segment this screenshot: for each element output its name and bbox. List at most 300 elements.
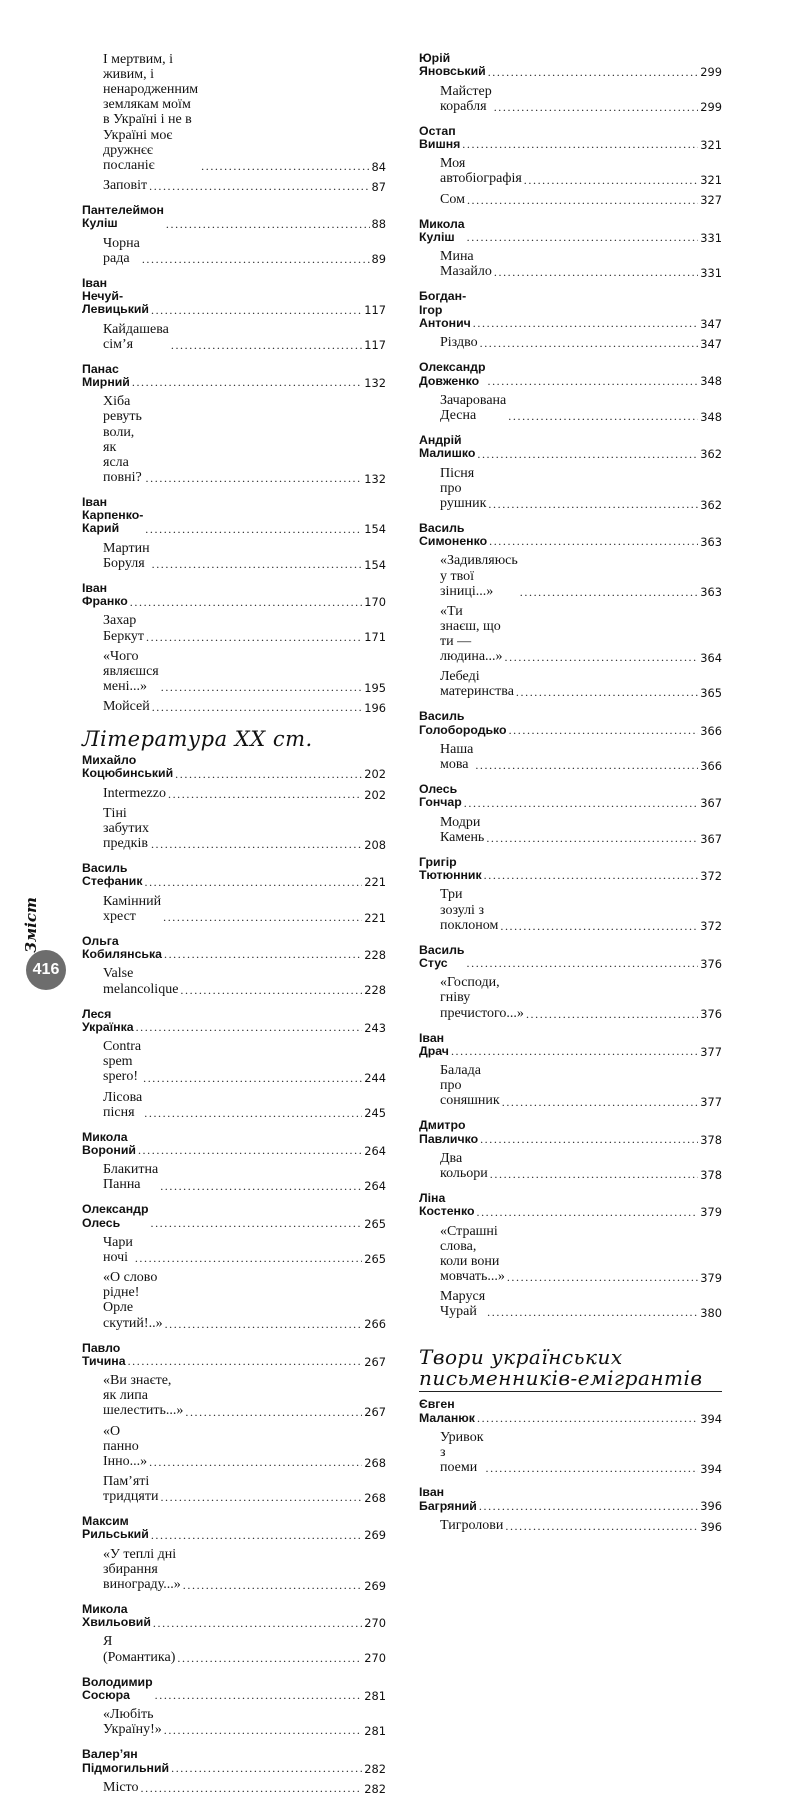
work-title: Заповіт [103,177,148,193]
page-ref: 299 [700,100,722,115]
toc-work-entry [82,1235,386,1265]
work-title: Чорна рада [103,235,140,266]
work-title: Маруся Чурай [440,1289,486,1320]
author-name: Володимир Сосюра [82,1674,153,1702]
author-name: Остап Вишня [419,123,461,152]
page-ref: 378 [700,1167,722,1182]
toc-author-entry [82,862,386,889]
dot-leader [177,1652,362,1665]
page-ref: 282 [364,1761,386,1776]
toc-author-entry [82,1203,386,1230]
dot-leader [146,631,362,644]
dot-leader [151,838,362,851]
page-ref: 132 [364,375,386,390]
dot-leader [160,1491,362,1504]
toc-author-entry [82,1008,386,1035]
toc-author-entry [82,277,386,317]
page-ref: 366 [700,758,722,773]
page-ref: 321 [700,137,722,152]
toc-work-entry [82,1270,386,1330]
page-ref: 154 [364,522,386,537]
page-ref: 367 [700,796,722,811]
toc-author-entry [82,582,386,609]
toc-work-entry [82,1373,386,1418]
dot-leader [132,376,362,389]
toc-author-entry [82,1676,386,1703]
toc-work-entry [82,1707,386,1737]
dot-leader [144,876,362,889]
dot-leader [473,317,698,330]
page-ref: 281 [364,1688,386,1703]
dot-leader [171,339,362,352]
toc-author-entry [82,1342,386,1369]
section-divider [419,1391,722,1392]
work-title: Захар Беркут [103,613,144,644]
dot-leader [165,1318,363,1331]
author-name: Павло Тичина [82,1340,126,1368]
dot-leader [128,1355,363,1368]
dot-leader [175,768,362,781]
dot-leader [151,1529,362,1542]
toc-work-entry [82,322,386,352]
dot-leader [508,410,698,423]
work-title: Мойсей [103,699,150,715]
dot-leader [144,1107,362,1120]
toc-author-entry [82,363,386,390]
work-title: Лебеді материнства [440,669,514,700]
page-ref: 396 [700,1519,722,1534]
page-ref: 244 [364,1071,386,1086]
author-name: Микола Куліш [419,216,465,244]
work-title: «Чого являєшся мені...» [103,648,159,694]
dot-leader [138,1144,362,1157]
work-title: Пам’яті тридцяти [103,1473,159,1504]
work-title: Уривок з поеми [440,1429,484,1476]
toc-work-entry [419,84,722,114]
dot-leader [150,1217,362,1230]
toc-work-entry [82,786,386,801]
dot-leader [488,66,699,79]
page-ref: 228 [364,983,386,998]
dot-leader [500,920,698,933]
page-ref: 348 [700,409,722,424]
toc-author-entry [419,1398,722,1425]
author-name: Андрій Малишко [419,433,476,461]
dot-leader [180,984,362,997]
author-name: Василь Стефаник [82,861,143,889]
page-ref: 270 [364,1651,386,1666]
toc-author-entry [82,1515,386,1542]
dot-leader [505,651,699,664]
page-ref: 266 [364,1317,386,1332]
dot-leader [480,337,699,350]
work-title: Я (Романтика) [103,1634,176,1665]
dot-leader [524,174,698,187]
author-name: Дмитро Павличко [419,1118,479,1146]
work-title: Модри Камень [440,814,485,845]
toc-work-entry [82,1547,386,1592]
page-ref: 269 [364,1578,386,1593]
dot-leader [152,558,363,571]
page-ref: 117 [364,303,386,318]
toc-groups [419,1398,722,1533]
page-ref: 196 [364,700,386,715]
work-title: Пісня про рушник [440,465,487,511]
toc-author-entry [419,856,722,883]
toc-author-entry [82,1603,386,1630]
dot-leader [509,724,699,737]
work-title: Лісова пісня [103,1089,143,1120]
work-title: Intermezzo [103,785,166,801]
work-title: Різдво [440,335,478,351]
toc-work-entry [82,1634,386,1664]
toc-work-entry [419,815,722,845]
toc-work-entry [419,1430,722,1475]
dot-leader [516,686,698,699]
toc-work-entry [419,887,722,932]
dot-leader [488,498,698,511]
dot-leader [146,472,363,485]
toc-work-entry [82,52,386,173]
dot-leader [479,1500,698,1513]
page-ref: 195 [364,680,386,695]
page-ref: 202 [364,767,386,782]
dot-leader [168,788,362,801]
page-ref: 394 [700,1411,722,1426]
dot-leader [502,1096,699,1109]
page-ref: 367 [700,831,722,846]
toc-work-entry [419,1063,722,1108]
dot-leader [149,180,369,193]
page-ref: 88 [371,217,386,232]
work-title: «О слово рідне! Орле скутий!..» [103,1270,163,1331]
work-title: Сом [440,191,465,207]
toc-work-entry [82,1780,386,1795]
page-ref: 208 [364,837,386,852]
page-ref: 282 [364,1781,386,1796]
toc-author-entry [419,1192,722,1219]
page-ref: 380 [700,1306,722,1321]
toc-author-entry [419,1032,722,1059]
page-ref: 264 [364,1179,386,1194]
work-title: Чари ночі [103,1235,133,1266]
author-name: Іван Драч [419,1030,449,1058]
dot-leader [484,869,699,882]
toc-groups [419,52,722,1319]
work-title: Valse melancolique [103,966,179,997]
toc-author-entry [419,944,722,971]
author-name: Микола Хвильовий [82,1601,151,1630]
work-title: Блакитна Панна [103,1162,159,1193]
page-ref: 363 [700,585,722,600]
author-name: Василь Стус [419,942,465,971]
page-ref: 348 [700,374,722,389]
work-title: «Задивляюсь у твої зіниці...» [440,553,518,599]
toc-work-entry [82,699,386,714]
work-title: І мертвим, і живим, і ненародженним землякам моїм в Україні і не в Україні моє дружнєє посланіє [103,52,199,173]
toc-author-entry [419,218,722,245]
page-ref: 347 [700,316,722,331]
toc-author-entry [419,710,722,737]
dot-leader [142,253,370,266]
dot-leader [149,1456,362,1469]
toc-work-entry [419,975,722,1020]
work-title: Хіба ревуть воли, як ясла повні? [103,394,142,485]
page-ref: 264 [364,1143,386,1158]
toc-work-entry [82,1039,386,1084]
dot-leader [475,759,698,772]
author-name: Іван Франко [82,580,128,609]
page-ref: 243 [364,1020,386,1035]
toc-work-entry [82,394,386,485]
toc-work-entry [82,966,386,996]
page-ref: 331 [700,266,722,281]
toc-author-entry [419,434,722,461]
page-ref: 221 [364,910,386,925]
page-ref: 268 [364,1490,386,1505]
toc-groups [82,204,386,714]
toc-work-entry [82,1424,386,1469]
dot-leader [490,1168,698,1181]
work-title: «Любіть Україну!» [103,1707,162,1738]
page-ref: 154 [364,557,386,572]
page-ref: 362 [700,497,722,512]
author-name: Олесь Гончар [419,782,462,810]
page-ref: 379 [700,1205,722,1220]
dot-leader [487,1306,698,1319]
author-name: Юрій Яновський [419,51,486,79]
toc-author-entry [82,496,386,536]
page-ref: 267 [364,1405,386,1420]
author-name: Василь Голобородько [419,709,507,737]
toc-left-column [82,52,386,1795]
page-ref: 87 [371,179,386,194]
side-label-contents: Зміст [22,897,40,953]
dot-leader [487,375,698,388]
toc-author-entry [419,52,722,79]
page-ref: 281 [364,1724,386,1739]
work-title: Камінний хрест [103,893,162,924]
work-title: Балада про соняшник [440,1063,500,1109]
page-ref: 171 [364,630,386,645]
dot-leader [520,586,698,599]
page-ref: 364 [700,650,722,665]
toc-work-entry [82,649,386,694]
page-ref: 376 [700,1007,722,1022]
dot-leader [130,596,362,609]
page-ref: 170 [364,595,386,610]
page-ref: 245 [364,1106,386,1121]
dot-leader [480,1133,698,1146]
page-ref: 331 [700,230,722,245]
dot-leader [161,681,363,694]
page-ref: 394 [700,1461,722,1476]
intro-works [82,52,386,193]
dot-leader [451,1045,698,1058]
toc-work-entry [419,156,722,186]
page-ref: 321 [700,173,722,188]
author-name: Іван Багряний [419,1485,477,1513]
toc-work-entry [82,806,386,851]
dot-leader [183,1579,362,1592]
work-title: Тигролови [440,1517,504,1533]
dot-leader [136,1021,363,1034]
toc-work-entry [419,393,722,423]
dot-leader [135,1252,362,1265]
author-name: Максим Рильський [82,1514,149,1542]
page-ref: 376 [700,956,722,971]
page-ref: 377 [700,1044,722,1059]
toc-work-entry [82,1162,386,1192]
dot-leader [476,1206,698,1219]
dot-leader [505,1520,698,1533]
work-title: Зачарована Десна [440,392,507,423]
work-title: Кайдашева сім’я [103,321,169,352]
dot-leader [507,1271,698,1284]
toc-author-entry [82,935,386,962]
toc-author-entry [419,361,722,388]
author-name: Леся Українка [82,1006,134,1034]
page-ref: 365 [700,686,722,701]
toc-work-entry [82,1474,386,1504]
dot-leader [152,701,363,714]
work-title: Contra spem spero! [103,1039,142,1085]
page-ref: 228 [364,948,386,963]
page-ref: 379 [700,1270,722,1285]
work-title: «О панно Інно...» [103,1423,148,1469]
dot-leader [464,797,698,810]
dot-leader [163,911,362,924]
dot-leader [145,523,362,536]
page-ref: 377 [700,1095,722,1110]
toc-work-entry [419,604,722,664]
toc-work-entry [82,894,386,924]
dot-leader [171,1762,362,1775]
page-ref: 265 [364,1251,386,1266]
toc-author-entry [419,1119,722,1146]
dot-leader [166,218,370,231]
page-ref: 132 [364,471,386,486]
toc-right-column [419,52,722,1533]
dot-leader [164,1724,363,1737]
work-title: «Ти знаєш, що ти — людина...» [440,603,503,665]
work-title: Три зозулі з поклоном [440,887,499,933]
author-name: Євген Маланюк [419,1397,475,1425]
author-name: Микола Вороний [82,1129,136,1157]
dot-leader [143,1072,362,1085]
page-ref: 347 [700,336,722,351]
toc-work-entry [419,1289,722,1319]
author-name: Валер’ян Підмогильний [82,1747,170,1775]
toc-work-entry [82,236,386,266]
toc-work-entry [419,553,722,598]
toc-author-entry [82,754,386,781]
toc-work-entry [82,178,386,193]
dot-leader [494,101,699,114]
dot-leader [153,1617,362,1630]
page-ref: 202 [364,787,386,802]
toc-work-entry [419,249,722,279]
dot-leader [201,160,369,173]
dot-leader [141,1782,363,1795]
author-name: Василь Симоненко [419,520,488,549]
toc-work-entry [82,541,386,571]
dot-leader [489,535,698,548]
toc-author-entry [82,204,386,231]
page-ref: 84 [371,159,386,174]
page-ref: 372 [700,869,722,884]
author-name: Пантелеймон Куліш [82,202,164,231]
page-number-badge: 416 [26,950,66,990]
work-title: «У теплі дні збирання винограду...» [103,1546,181,1592]
work-title: Мартин Боруля [103,540,150,571]
dot-leader [467,231,699,244]
page-ref: 366 [700,723,722,738]
work-title: Мина Мазайло [440,249,492,280]
dot-leader [462,138,698,151]
page-ref: 265 [364,1216,386,1231]
work-title: Два кольори [440,1151,488,1182]
dot-leader [164,948,362,961]
toc-author-entry [419,290,722,330]
dot-leader [467,957,699,970]
work-title: Місто [103,1779,139,1795]
dot-leader [477,1412,698,1425]
dot-leader [155,1689,363,1702]
toc-work-entry [419,335,722,350]
toc-author-entry [419,783,722,810]
toc-groups [82,754,386,1795]
section-heading-xx-century: Література XX ст. [82,727,313,752]
author-name: Іван Карпенко-Карий [82,494,144,536]
toc-author-entry [419,1486,722,1513]
work-title: «Страшні слова, коли вони мовчать...» [440,1223,505,1285]
toc-author-entry [82,1748,386,1775]
page-ref: 396 [700,1499,722,1514]
page-ref: 299 [700,65,722,80]
author-name: Ольга Кобилянська [82,933,162,962]
page-ref: 267 [364,1354,386,1369]
author-name: Михайло Коцюбинський [82,753,174,781]
author-name: Олександр Довженко [419,360,486,388]
work-title: Наша мова [440,741,474,773]
page-ref: 362 [700,447,722,462]
dot-leader [477,448,698,461]
author-name: Іван Нечуй-Левицький [82,275,149,317]
page-ref: 221 [364,875,386,890]
dot-leader [486,832,698,845]
work-title: Моя автобіографія [440,156,522,187]
dot-leader [494,266,698,279]
toc-work-entry [419,1151,722,1181]
dot-leader [160,1180,362,1193]
work-title: Майстер корабля [440,83,492,114]
dot-leader [526,1008,698,1021]
page-ref: 372 [700,919,722,934]
work-title: «Ви знаєте, як липа шелестить...» [103,1373,184,1419]
author-name: Богдан-Ігор Антонич [419,289,471,330]
page-ref: 363 [700,535,722,550]
page-ref: 269 [364,1528,386,1543]
author-name: Григір Тютюнник [419,854,482,883]
dot-leader [467,194,698,207]
author-name: Ліна Костенко [419,1191,475,1219]
dot-leader [486,1462,699,1475]
page-ref: 327 [700,193,722,208]
page-ref: 89 [371,252,386,267]
author-name: Панас Мирний [82,361,130,390]
toc-work-entry [419,669,722,699]
